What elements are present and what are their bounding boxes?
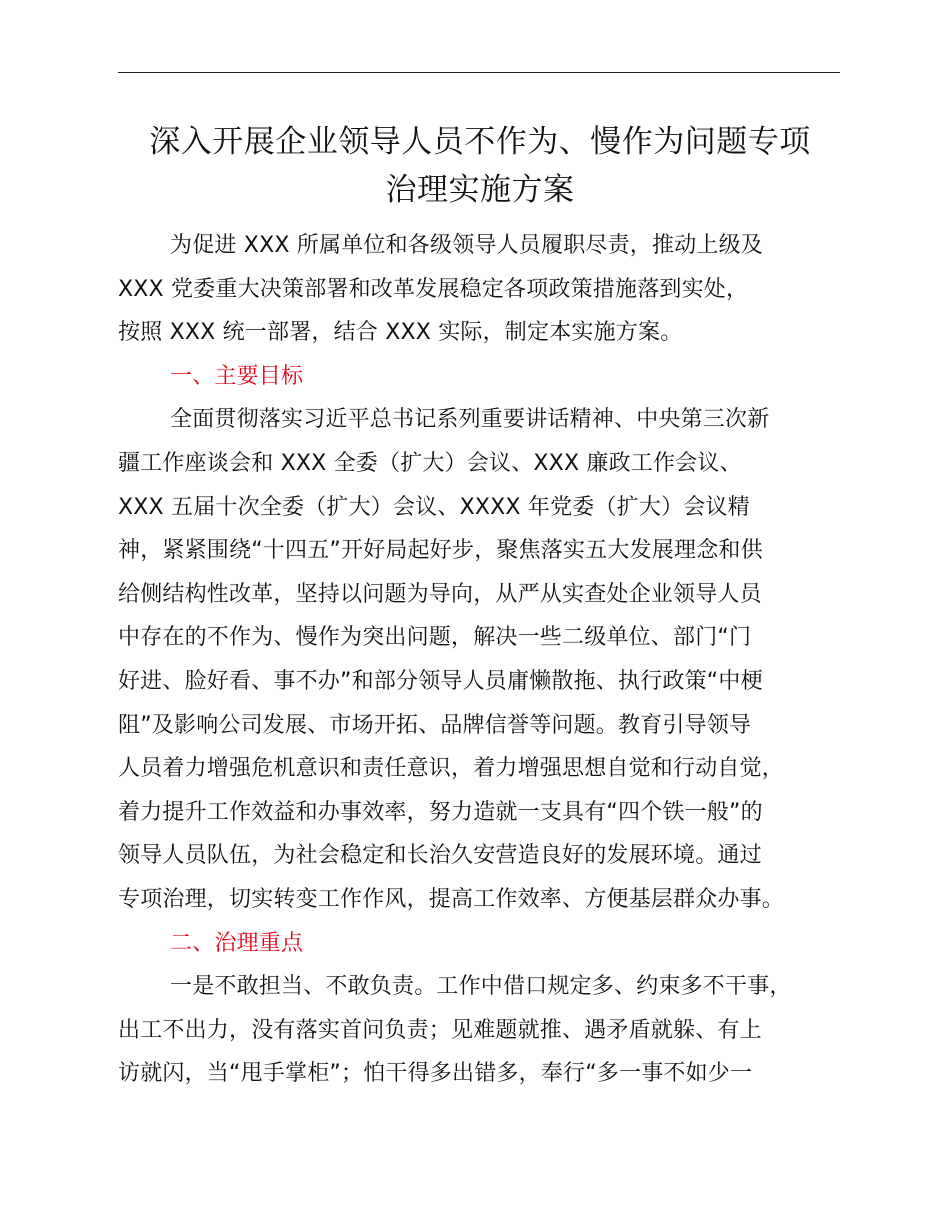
section-governance-focus <box>118 922 842 1096</box>
text-line: 好进、脸好看、事不办”和部分领导人员庸懒散拖、执行政策“中梗 <box>118 668 763 694</box>
text-line: 疆工作座谈会和 XXX 全委（扩大）会议、XXX 廉政工作会议、 <box>118 450 742 476</box>
section-heading: 二、治理重点 <box>170 930 304 956</box>
text-line: 人员着力增强危机意识和责任意识，着力增强思想自觉和行动自觉， <box>118 756 785 782</box>
text-line: 一是不敢担当、不敢负责。工作中借口规定多、约束多不干事， <box>170 974 792 1000</box>
text-line: 专项治理，切实转变工作作风，提高工作效率、方便基层群众办事。 <box>118 886 785 912</box>
text-line: 中存在的不作为、慢作为突出问题，解决一些二级单位、部门“门 <box>118 625 752 651</box>
document-title <box>118 118 842 214</box>
intro-paragraph <box>118 224 842 355</box>
document-body <box>118 224 842 1096</box>
text-line: XXX 五届十次全委（扩大）会议、XXXX 年党委（扩大）会议精 <box>118 494 750 520</box>
text-line: 全面贯彻落实习近平总书记系列重要讲话精神、中央第三次新 <box>170 407 770 433</box>
text-line: 着力提升工作效益和办事效率，努力造就一支具有“四个铁一般”的 <box>118 799 763 825</box>
title-line: 治理实施方案 <box>385 172 575 208</box>
text-line: 神，紧紧围绕“十四五”开好局起好步，聚焦落实五大发展理念和供 <box>118 538 763 564</box>
text-line: 为促进 XXX 所属单位和各级领导人员履职尽责，推动上级及 <box>170 233 764 258</box>
title-line: 深入开展企业领导人员不作为、慢作为问题专项 <box>149 124 811 160</box>
text-line: 阻”及影响公司发展、市场开拓、品牌信誉等问题。教育引导领导 <box>118 712 752 738</box>
header-rule <box>118 72 840 73</box>
document-page <box>118 118 842 1096</box>
section-heading: 一、主要目标 <box>170 363 304 389</box>
text-line: XXX 党委重大决策部署和改革发展稳定各项政策措施落到实处， <box>118 276 749 302</box>
text-line: 出工不出力，没有落实首问负责；见难题就推、遇矛盾就躲、有上 <box>118 1017 762 1043</box>
text-line: 给侧结构性改革，坚持以问题为导向，从严从实查处企业领导人员 <box>118 581 762 607</box>
text-line: 领导人员队伍，为社会稳定和长治久安营造良好的发展环境。通过 <box>118 843 762 869</box>
section-main-goals <box>118 355 842 922</box>
text-line: 访就闪，当“甩手掌柜”；怕干得多出错多，奉行“多一事不如少一 <box>118 1061 753 1087</box>
text-line: 按照 XXX 统一部署，结合 XXX 实际，制定本实施方案。 <box>118 320 683 346</box>
